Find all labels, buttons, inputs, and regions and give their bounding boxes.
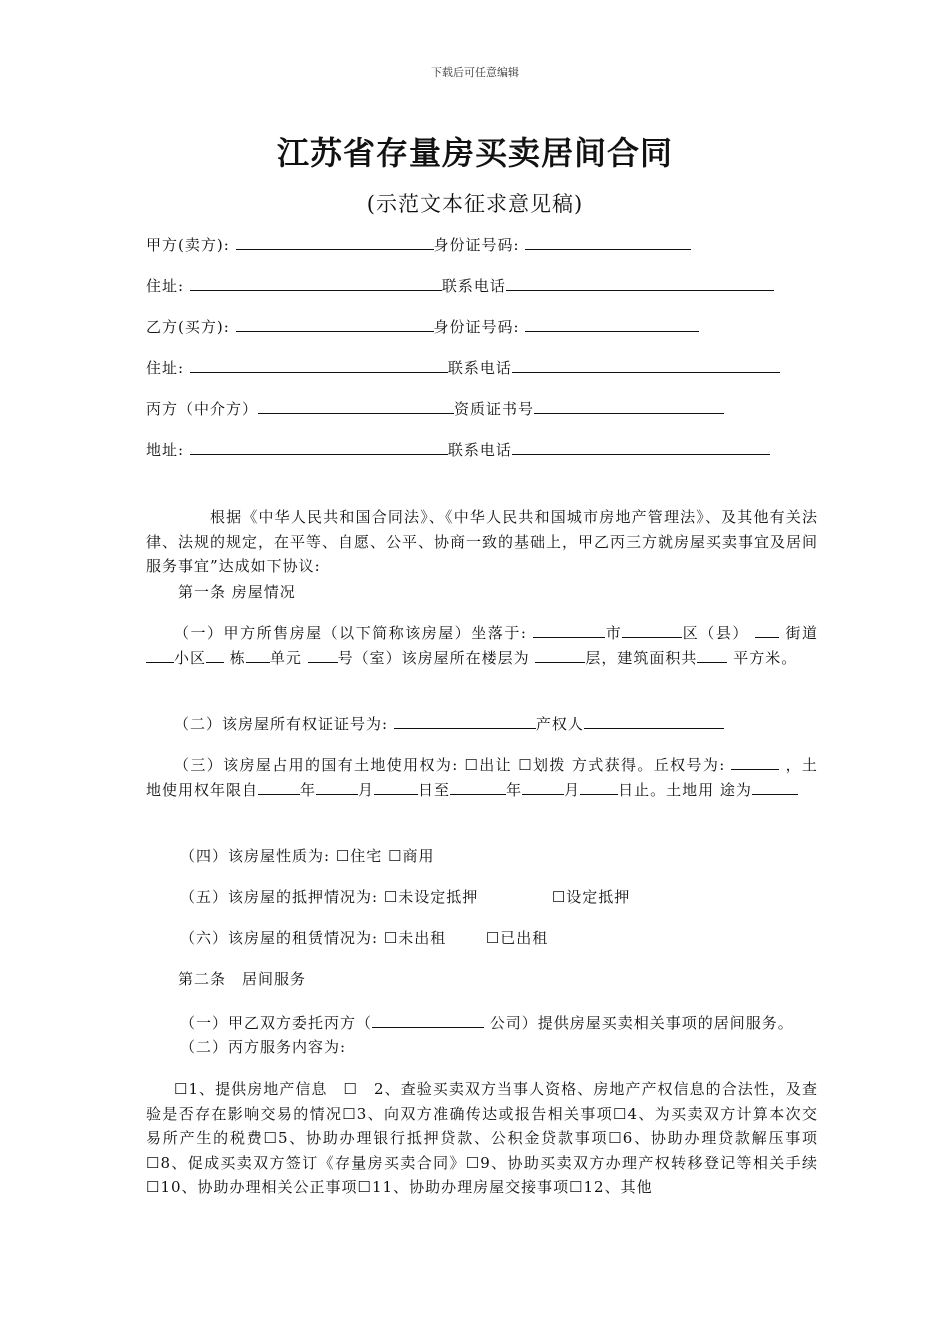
no-mortgage-option[interactable]: ☐未设定抵押 (383, 888, 479, 906)
district-label: 区（县） (682, 624, 749, 642)
agent-line (146, 398, 724, 419)
seller-address-label: 住址: (146, 277, 185, 295)
certificate-field[interactable] (394, 713, 536, 729)
seller-address-line (146, 275, 774, 296)
agent-address-label: 地址: (146, 441, 185, 459)
start-day-field[interactable] (374, 779, 418, 795)
buyer-phone-label: 联系电话 (447, 359, 512, 377)
start-year-field[interactable] (258, 779, 300, 795)
article2-item1 (180, 1012, 794, 1033)
buyer-id-field[interactable] (525, 316, 699, 332)
city-label: 市 (605, 624, 623, 642)
day-end-label: 日止。土地用 (618, 780, 715, 799)
document-title: 江苏省存量房买卖居间合同 (276, 134, 673, 172)
buyer-id-label: 身份证号码: (433, 318, 520, 336)
land-use-purpose-label: 途为 (719, 780, 752, 799)
room-label: 号（室）该房屋所在楼层为 (337, 648, 530, 667)
document-subtitle: (示范文本征求意见稿) (366, 192, 584, 216)
area-field[interactable] (697, 647, 727, 663)
leased-option[interactable]: ☐已出租 (485, 929, 549, 947)
agent-phone-label: 联系电话 (447, 441, 512, 459)
article1-item4 (180, 845, 435, 866)
seller-id-field[interactable] (525, 234, 691, 250)
street-pre-field[interactable] (755, 622, 779, 638)
agent-address-field[interactable] (190, 439, 448, 455)
building-field[interactable] (206, 647, 224, 663)
preamble: 根据《中华人民共和国合同法》、《中华人民共和国城市房地产管理法》、及其他有关法律、法规的规定，在平等、自愿、公平、协商一致的基础上，甲乙丙三方就房屋买卖事宜及居间服务事宜”达成如下协议: (146, 508, 819, 575)
buyer-phone-field[interactable] (512, 357, 780, 373)
unit-field[interactable] (246, 647, 270, 663)
article1-item5 (180, 886, 630, 907)
land-use-purpose-field[interactable] (752, 779, 798, 795)
allocation-option[interactable]: ☐划拨 (518, 756, 566, 774)
location-label: （一）甲方所售房屋（以下简称该房屋）坐落于: (174, 624, 527, 642)
year-label: 年 (300, 780, 317, 799)
owner-label: 产权人 (535, 715, 584, 733)
article1-item1 (146, 621, 818, 670)
agent-phone-field[interactable] (512, 439, 770, 455)
agent-name-field[interactable] (258, 398, 454, 414)
mortgage-label: （五）该房屋的抵押情况为: (180, 888, 379, 906)
start-month-field[interactable] (316, 779, 358, 795)
article2-item2: （二）丙方服务内容为: (180, 1038, 347, 1056)
district-field[interactable] (622, 622, 682, 638)
grant-option[interactable]: ☐出让 (464, 756, 513, 774)
article1-heading: 第一条 房屋情况 (178, 583, 296, 601)
buyer-name-field[interactable] (236, 316, 434, 332)
header-note: 下载后可任意编辑 (431, 66, 519, 79)
seller-phone-label: 联系电话 (441, 277, 506, 295)
end-month-label: 月 (564, 780, 581, 799)
community-label: 小区 (174, 648, 207, 667)
property-type-label: （四）该房屋性质为: (180, 847, 331, 865)
term-label: ，土地使用权年限自 (146, 756, 818, 799)
agent-cert-field[interactable] (534, 398, 724, 414)
commercial-option[interactable]: ☐商用 (388, 847, 435, 865)
buyer-address-field[interactable] (190, 357, 448, 373)
article1-item6 (180, 927, 548, 948)
floor-label: 层，建筑面积共 (585, 648, 698, 667)
seller-address-field[interactable] (190, 275, 442, 291)
end-year-label: 年 (506, 780, 523, 799)
agent-label: 丙方（中介方） (146, 400, 259, 418)
end-day-field[interactable] (580, 779, 618, 795)
buyer-label: 乙方(买方): (146, 318, 230, 336)
month-label: 月 (358, 780, 375, 799)
building-label: 栋 (229, 648, 246, 667)
area-unit-label: 平方米。 (733, 648, 798, 667)
city-field[interactable] (533, 622, 605, 638)
parcel-label: 方式获得。丘权号为: (571, 756, 726, 774)
floor-field[interactable] (535, 647, 585, 663)
street-label: 街道 (785, 624, 818, 642)
unit-label: 单元 (269, 648, 302, 667)
lease-label: （六）该房屋的租赁情况为: (180, 929, 379, 947)
end-year-field[interactable] (450, 779, 506, 795)
services-list: ☐1、提供房地产信息 ☐ 2、查验买卖双方当事人资格、房地产产权信息的合法性，及查验是否存在影响交易的情况☐3、向双方准确传达或报告相关事项☐4、为买卖双方计算本次交易所产生的税费☐5、协助办理银行抵押贷款、公积金贷款事项☐6、协助办理贷款解压事项☐8、促成买卖双方签订《存量房买卖合同》☐9、协助买卖双方办理产权转移登记等相关手续☐10、协助办理相关公正事项☐11、协助办理房屋交接事项☐12、其他 (146, 1080, 818, 1196)
seller-name-field[interactable] (236, 234, 434, 250)
end-month-field[interactable] (522, 779, 564, 795)
day-to-label: 日至 (418, 780, 451, 799)
residential-option[interactable]: ☐住宅 (335, 847, 383, 865)
company-field[interactable] (372, 1012, 484, 1028)
seller-phone-field[interactable] (506, 275, 774, 291)
land-use-label: （三）该房屋占用的国有土地使用权为: (174, 756, 459, 774)
commission-label-end: 公司）提供房屋买卖相关事项的居间服务。 (489, 1014, 794, 1032)
owner-field[interactable] (584, 713, 724, 729)
article1-item3 (146, 753, 818, 802)
article1-item2 (174, 713, 724, 734)
article2-heading: 第二条 居间服务 (178, 970, 307, 988)
mortgage-option[interactable]: ☐设定抵押 (551, 888, 631, 906)
agent-cert-label: 资质证书号 (454, 400, 535, 418)
certificate-label: （二）该房屋所有权证证号为: (174, 715, 389, 733)
buyer-address-line (146, 357, 780, 378)
buyer-address-label: 住址: (146, 359, 185, 377)
agent-address-line (146, 439, 770, 460)
seller-id-label: 身份证号码: (433, 236, 520, 254)
community-field[interactable] (146, 647, 174, 663)
commission-label: （一）甲乙双方委托丙方（ (180, 1014, 373, 1032)
not-leased-option[interactable]: ☐未出租 (383, 929, 447, 947)
seller-label: 甲方(卖方): (146, 236, 230, 254)
room-field[interactable] (308, 647, 338, 663)
buyer-line (146, 316, 699, 337)
parcel-field[interactable] (731, 754, 779, 770)
seller-line (146, 234, 691, 255)
